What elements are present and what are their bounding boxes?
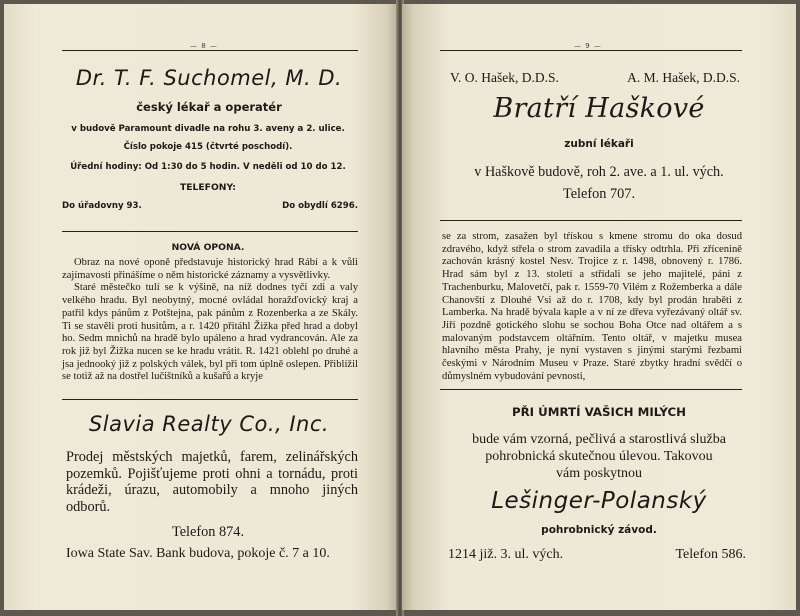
phone-row — [62, 201, 358, 211]
dentists-firm-name: Bratří Haškové — [493, 93, 705, 124]
article-paragraph: Staré městečko tulí se k výšině, na níž dodnes tyčí zdi a valy velkého hradu. Byl neobytný, mocné ovládal horažďovický kraj a patřil kdys pánům z Potštejna, pak pánům z Rozenberka a ze Skály. Ti se stavěli proti husitům, a r. 1420 přitáhl Žižka před hrad a dobyl ho. Sedm mnichů na hradě bylo upáleno a hrad vydrancován. Ale za rok již byl Žižka nucen se ke hradu vrátit. R. 1421 oblehl po druhé a jsa jednooký již z polských válek, byl při tom úplně oslepen. Přiblížil se totiž až na dostřel lučištníků a kušařů a kryje — [62, 282, 358, 383]
page-number: — 8 — — [190, 42, 218, 50]
doctor-title: český lékař a operatér — [136, 100, 282, 114]
funeral-phone: Telefon 586. — [675, 547, 746, 562]
section-rule — [440, 220, 742, 221]
section-rule — [62, 231, 358, 232]
phones-heading: TELEFONY: — [180, 182, 236, 193]
article-paragraph: Obraz na nové oponě představuje historický hrad Rábí a k vůli zajímavosti přinášíme o něm historické záznamy a vysvětlivky. — [62, 257, 358, 281]
funeral-heading: PŘI ÚMRTÍ VAŠICH MILÝCH — [511, 405, 687, 419]
section-rule — [440, 389, 742, 390]
page-8 — [4, 4, 398, 610]
dentist-name: A. M. Hašek, D.D.S. — [627, 70, 740, 85]
office-phone: Do úřadovny 93. — [62, 201, 142, 211]
funeral-body-line: vám poskytnou — [556, 466, 642, 481]
header-rule — [440, 50, 742, 51]
realty-body: Prodej městských majetků, farem, zelinářských pozemků. Pojišťujeme proti ohni a tornádu, proti krádeži, úrazu, automobily a mnoho jiných odborů. — [66, 449, 358, 516]
article-heading: NOVÁ OPONA. — [171, 242, 245, 253]
page-9 — [402, 4, 796, 610]
doctor-name: Dr. T. F. Suchomel, M. D. — [75, 66, 343, 90]
funeral-body-line: bude vám vzorná, pečlivá a starostlivá služba — [472, 432, 726, 447]
realty-name: Slavia Realty Co., Inc. — [88, 412, 330, 436]
dentists-title: zubní lékaři — [564, 138, 634, 150]
dentists-phone: Telefon 707. — [562, 186, 636, 202]
doctor-room: Číslo pokoje 415 (čtvrté poschodí). — [123, 142, 293, 152]
funeral-body-line: pohrobnická skutečnou úlevou. Takovou — [485, 449, 713, 464]
header-rule — [62, 50, 358, 51]
funeral-contact-row — [448, 547, 746, 563]
doctor-hours: Úřední hodiny: Od 1:30 do 5 hodin. V neděli od 10 do 12. — [70, 162, 346, 172]
funeral-title: pohrobnický závod. — [541, 524, 657, 536]
dentists-row — [450, 70, 740, 86]
dentists-address: v Haškově budově, roh 2. ave. a 1. ul. vých. — [474, 164, 724, 180]
funeral-firm-name: Lešinger-Polanský — [491, 488, 707, 514]
realty-address: Iowa State Sav. Bank budova, pokoje č. 7 a 10. — [66, 546, 330, 561]
funeral-address: 1214 již. 3. ul. vých. — [448, 547, 564, 562]
section-rule — [62, 399, 358, 400]
dentist-name: V. O. Hašek, D.D.S. — [450, 70, 559, 85]
page-number: — 9 — — [574, 42, 602, 50]
realty-phone: Telefon 874. — [171, 524, 245, 540]
doctor-address: v budově Paramount divadle na rohu 3. aveny a 2. ulice. — [71, 124, 345, 134]
home-phone: Do obydlí 6296. — [282, 201, 358, 211]
article-continuation: se za strom, zasažen byl tŕískou s kmene stromu do oka dosud zdravého, když střela o strom zavadila a třísky odtrhla. Při zřícenině zachován krásný kostel Nesv. Trojice z r. 1498, obnovený r. 1786. Hrad sám byl z 13. století a střídali se jeho majitelé, páni z Trachenburku, Malovetčí, pak r. 1559-70 Vilém z Rožemberka a dále Chanovští z Dlouhé Vsi až do r. 1708, kdy byl prodán hraběti z Lamberka. Na hradě bývala kaple a v ní ze dřeva vyřezávaný oltář sv. Jiří pozdně gotického slohu se sochou Boha Otce nad oltářem a s malovaným podstavcem oltářním. Tento oltář, v majetku musea hlavního města Prahy, je nyní vystaven s jinými starými řezbami českými v Národním Museu v Praze. Staré zbytky hradní svědčí o důmyslném vybudování pevnosti, — [442, 231, 742, 382]
article-body — [62, 257, 358, 384]
